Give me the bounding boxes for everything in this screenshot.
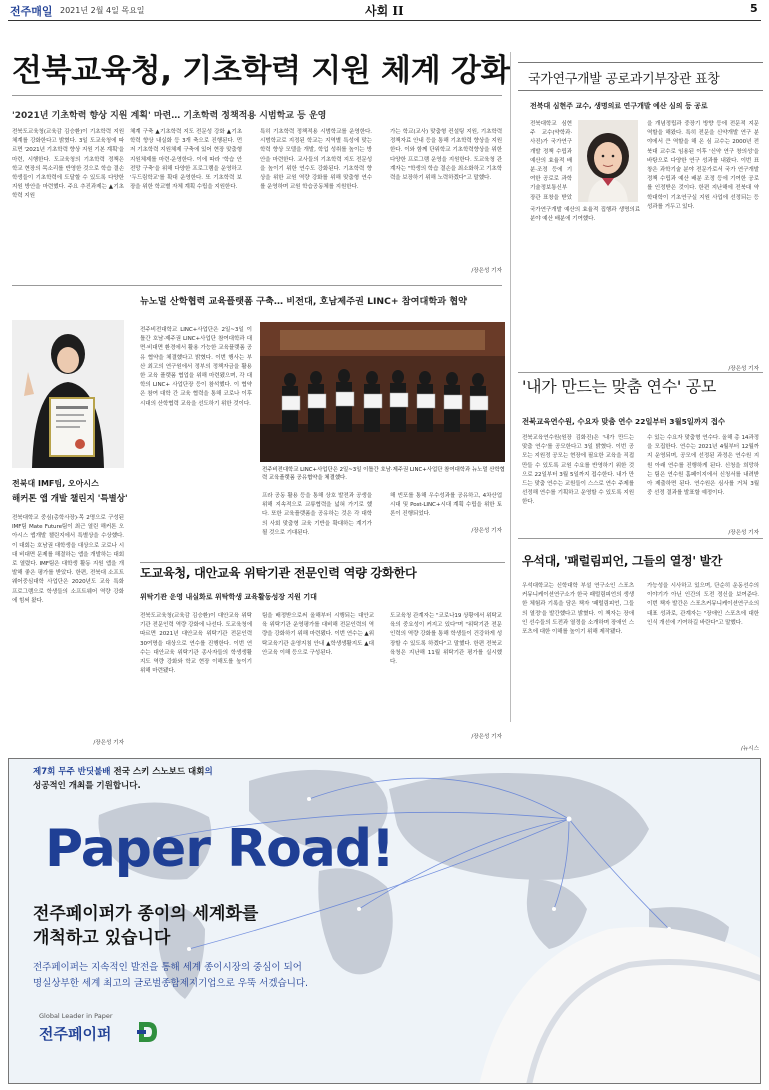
ad-brand: 전주페이퍼 [39, 1025, 112, 1043]
professor-photo [578, 120, 638, 202]
linc-photo [260, 322, 505, 462]
book-headline: 우석대, '패럴림피언, 그들의 열정' 발간 [522, 554, 723, 568]
right-top-col-1-cont: 국가연구개발 예산의 효율적 집행과 생명의료 분야 예산 배분에 기여했다. [530, 207, 640, 223]
masthead [0, 0, 769, 20]
training-byline: /장은성 기자 [728, 530, 759, 536]
linc-headline: 뉴노멀 산학협력 교육플랫폼 구축… 비전대, 호남제주권 LINC+ 참여대학과 협약 [140, 296, 468, 307]
lead-subhead: '2021년 기초학력 향상 지원 계획' 마련… 기초학력 정책적용 시범학교 등 운영 [12, 111, 327, 121]
award-byline: /장은성 기자 [93, 740, 124, 746]
lead-rule [12, 95, 502, 96]
paper-name: 전주매일 [10, 5, 53, 18]
linc-photo-caption: 전주비전대학교 LINC+사업단은 2일~3일 이틀간 호남·제주권 LINC+사업단 참여대학과 뉴노멀 산학협력 교육플랫폼 공유협약을 체결했다. [262, 467, 505, 481]
ad-top-line-1 [33, 765, 213, 777]
ad-headline-2: 개척하고 있습니다 [33, 928, 171, 948]
book-col-1: 우석대학교는 신학대학 부설 연구소인 스포츠커뮤니케이션연구소가 한국 패럴림피언의 생생한 체험과 기록을 담은 책자 '패럴림피언, 그들의 열정'을 발간했다고 밝혔다. 이 책자는 장애인 선수들의 도전과 열정을 소개하며 장애인 스포츠에 대한 이해를 높이기 위해 제작됐다. [522, 583, 634, 636]
delegate-top-rule [140, 562, 505, 563]
linc-col-3: 해 빈포를 통해 우수성과를 공유하고, 4차산업 시대 및 Post-LINC+시대 계획 수립을 위한 토론이 진행되었다. [390, 493, 502, 518]
award-headline: 해커톤 앱 개발 챌린지 '특별상' [12, 494, 128, 504]
book-byline: /뉴시스 [740, 746, 759, 752]
book-col-2: 가능성을 시사하고 있으며, 단순히 운동선수의 이야기가 아닌 인간의 도전 정신을 보여준다. 이번 책자 발간은 스포츠커뮤니케이션연구소의 대표 성과로, 관계자는 "장애인 스포츠에 대한 인식 개선에 기여하길 바란다"고 말했다. [647, 583, 759, 626]
ad-big-title: Paper Road! [45, 819, 394, 879]
linc-col-1: 전주비전대학교 LINC+사업단은 2일~3일 이틀간 호남·제주권 LINC+사업단 참여대학과 대면·비대면 환경에서 활용 가능한 교육플랫폼 공유 협약을 체결했다고 밝혔다. 이번 행사는 부산 최고의 연구원에서 정부의 정책자금을 활용한 교육 플랫폼 협업을 위해 마련됐으며, 각 대학의 LINC+ 사업단장 등이 참석했다. 이 협약은 참여 대학 간 교육 협력을 통해 코로나 이후 시대의 산학협력 교육을 선도하기 위한 것이다. [140, 327, 252, 407]
delegate-subhead: 위탁기관 운영 내실화로 위탁학생 교육활동성장 지원 기대 [140, 593, 317, 601]
linc-col-2: 프라 공동 활용 등을 통해 상호 발전과 공생을 위해 지속적으로 교류협력을 넓혀 가기로 했다. 또한 교육플랫폼을 공유하는 것은 각 대학의 사회 맞춤형 교육 기반을 확대하는 계기가 될 것으로 기대된다. [262, 493, 372, 536]
ad-top-highlight: 전국 스키 스노보드 대회 [113, 767, 205, 777]
lead-col-4: 가는 학교(교사) 맞춤형 컨설팅 지원, 기초학력 정책자료 안내 등을 통해 기초학력 향상을 지원한다. 이와 함께 단위학교 기초학력향상을 위한 다양한 프로그램 운영을 지원한다. 도교육청 관계자는 "학생의 학습 결손을 최소화하고 기초학력을 보장하기 위해 노력하겠다"고 말했다. [390, 129, 502, 182]
ad-top-suffix: 의 [204, 767, 213, 777]
page-number: 5 [750, 2, 758, 15]
ad-banner [8, 758, 761, 1084]
training-top-rule [518, 372, 763, 373]
ad-desc-2: 명실상부한 세계 최고의 글로벌종합제지기업으로 우뚝 서겠습니다. [33, 978, 309, 989]
right-top-col-1-lead: 전북대학교 심현주 교수(약학과·사진)가 국가연구개발 정책 수립과 예산의 효율적 배분·조정 등에 기여한 공로로 과학기술정보통신부 장관 표창을 받았 [530, 121, 572, 201]
right-top-byline: /장은성 기자 [728, 366, 759, 372]
award-top-rule [12, 285, 502, 286]
ad-top-line-2: 성공적인 개최를 기원합니다. [33, 781, 141, 791]
training-subhead: 전북교육연수원, 수요자 맞춤 연수 22일부터 3월5일까지 접수 [522, 417, 726, 426]
award-photo [12, 320, 124, 468]
ad-top-prefix: 제7회 무주 반딧불배 [33, 767, 114, 777]
book-top-rule [518, 538, 763, 539]
lead-col-1: 전북도교육청(교육감 김승환)이 기초학력 지원 체계를 강화한다고 밝혔다. 3일 도교육청에 따르면 '2021년 기초학력 향상 지원 기본 계획'을 마련, 시행한다. 도교육청의 기초학력 정책은 학교 현장의 목소리를 반영한 것으로 학습 결손 학생들이 기초학력에 도달할 수 있도록 다양한 지원 방안을 마련했다. 주요 추진과제는 ▲기초학력 지원 [12, 129, 124, 200]
lead-byline: /장은성 기자 [471, 268, 502, 274]
right-top-col-2: 을 개념정립과 중장기 방향 등에 전문적 지문 역할을 해왔다. 특히 전문을 신약개발 연구 분야에서 큰 역할을 해 온 심 교수는 2000년 전북대 교수로 임용된 이후 '신약 연구 창의성'을 바탕으로 다양한 연구 성과를 내왔다. 이번 표창은 과학기술 분야 전문가로서 국가 연구개발 정책 수립과 예산 배분 조정 등에 기여한 공로를 인정받은 것이다. 한편 지난해에 전북대 약학대학이 기초연구실 지원 사업에 선정되는 등 성과를 거두고 있다. [647, 121, 759, 210]
section-name: 사회 II [365, 4, 404, 18]
lead-col-3: 특히 기초학력 정책적용 시범학교를 운영한다. 시범학교로 지정된 학교는 지역별 특성에 맞는 학력 향상 모델을 개발, 학업 성취를 높이는 방안을 마련한다. 교사들의 기초학력 지도 전문성을 높이기 위한 연수도 강화된다. 기초학력 향상을 위한 교원 역량 강화를 위해 맞춤형 연수를 운영하며 교원 학습공동체를 지원한다. [260, 129, 372, 191]
award-caption: 전북대 IMF팀, 오아시스 [12, 479, 99, 488]
right-top-subhead: 전북대 심현주 교수, 생명의료 연구개발 예산 심의 등 공로 [530, 102, 708, 110]
col-divider [510, 52, 511, 722]
delegate-byline: /장은성 기자 [471, 734, 502, 740]
brand-logo-icon [135, 1019, 161, 1045]
delegate-col-2: 팀을 배정받으로써 올해부터 시행되는 대안교육 위탁기관 운영평가를 대비해 전문인력의 역량을 강화하기 위해 마련됐다. 이번 연수는 ▲위탁교육기관 운영지침 안내 ▲학생생활지도 ▲대안교육 이해 등으로 구성된다. [262, 613, 374, 656]
award-body: 전북대학교 중심(총학사장)·목 2명으로 구성된 IMF팀 Mate Future팀이 최근 열린 해커톤 오아시스 앱개발 챌린지에서 특별상을 수상했다. 이 대회는 호남권 대학생을 대상으로 코로나 시대 비대면 문제를 해결하는 앱을 개발하는 대회로 열렸다. IMF팀은 대학생 활동 지원 앱을 개발해 좋은 평가를 받았다. 한편, 전북대 소프트웨어중심대학 사업단은 2020년도 교육 특화 프로그램으로 학생들의 소프트웨어 역량 강화에 힘써 왔다. [12, 515, 124, 604]
training-col-1: 전북교육연수원(원장 김화진)은 '내가 만드는 맞춤 연수'를 공모한다고 3일 밝혔다. 이번 공모는 지원정 공모는 현장에 필요한 교육을 직접 만들 수 있도록 교원 수요를 반영하기 위한 것으로 22일부터 3월 5일까지 접수한다. 내가 만드는 맞춤 연수는 교원들이 스스로 연수 주제를 선정해 연수를 기획하고 운영할 수 있도록 지원한다. [522, 435, 634, 506]
issue-date: 2021년 2월 4일 목요일 [60, 6, 145, 15]
award-box-top [518, 62, 763, 63]
award-box-bottom [518, 90, 763, 91]
delegate-headline: 도교육청, 대안교육 위탁기관 전문인력 역량 강화한다 [140, 566, 417, 580]
training-col-2: 수 있는 수요자 맞춤형 연수다. 올해 총 14과정을 모집한다. 연수는 2021년 4월부터 12월까지 운영되며, 공모에 선정된 과정은 연수원 지원 아래 연수를 진행하게 된다. 신청을 희망하는 팀은 연수원 홈페이지에서 신청서를 내려받아 제출하면 된다. 연수원은 심사를 거쳐 3월 중 선정 결과를 발표할 예정이다. [647, 435, 759, 497]
ad-headline-1: 전주페이퍼가 종이의 세계화를 [33, 904, 259, 924]
ad-desc-1: 전주페이퍼는 지속적인 발전을 통해 세계 종이시장의 중심이 되어 [33, 962, 302, 973]
lead-col-2: 체계 구축 ▲기초학력 지도 전문성 강화 ▲기초학력 향상 내실화 등 3개 축으로 진행된다. 먼저 기초학력 지원체제 구축에 있어 현장 맞춤형 지원체제를 마련·운영한다. 이에 따라 '학습 안전망 구축'을 위해 다양한 프로그램을 운영하고 '두드림학교'를 확대 운영한다. 또 기초학력 보장을 위한 학교별 자체 계획 수립을 지원한다. [130, 129, 242, 191]
delegate-col-1: 전북도교육청(교육감 김승환)이 대안교육 위탁기관 전문인력 역량 강화에 나선다. 도교육청에 따르면 2021년 대안교육 위탁기관 전문인력 30여명을 대상으로 연수를 진행한다. 이번 연수는 대안교육 위탁기관 종사자들의 학생생활지도 역량 강화와 학교 현장 이해도를 높이기 위해 마련됐다. [140, 613, 252, 675]
training-headline: '내가 만드는 맞춤 연수' 공모 [522, 377, 717, 396]
linc-byline: /장은성 기자 [471, 528, 502, 534]
delegate-col-3: 도교육청 관계자는 "코로나19 상황에서 위탁교육의 중요성이 커지고 있다"며 "위탁기관 전문인력의 역량 강화를 통해 학생들이 건강하게 성장할 수 있도록 하겠다"고 말했다. 한편 전북교육청은 지난해 11월 위탁기관 평가를 실시했다. [390, 613, 502, 666]
ad-tagline: Global Leader in Paper [39, 1012, 113, 1020]
right-top-headline: 국가연구개발 공로과기부장관 표창 [528, 72, 720, 87]
lead-headline: 전북교육청, 기초학력 지원 체계 강화 [12, 53, 511, 89]
header-rule [8, 20, 761, 21]
